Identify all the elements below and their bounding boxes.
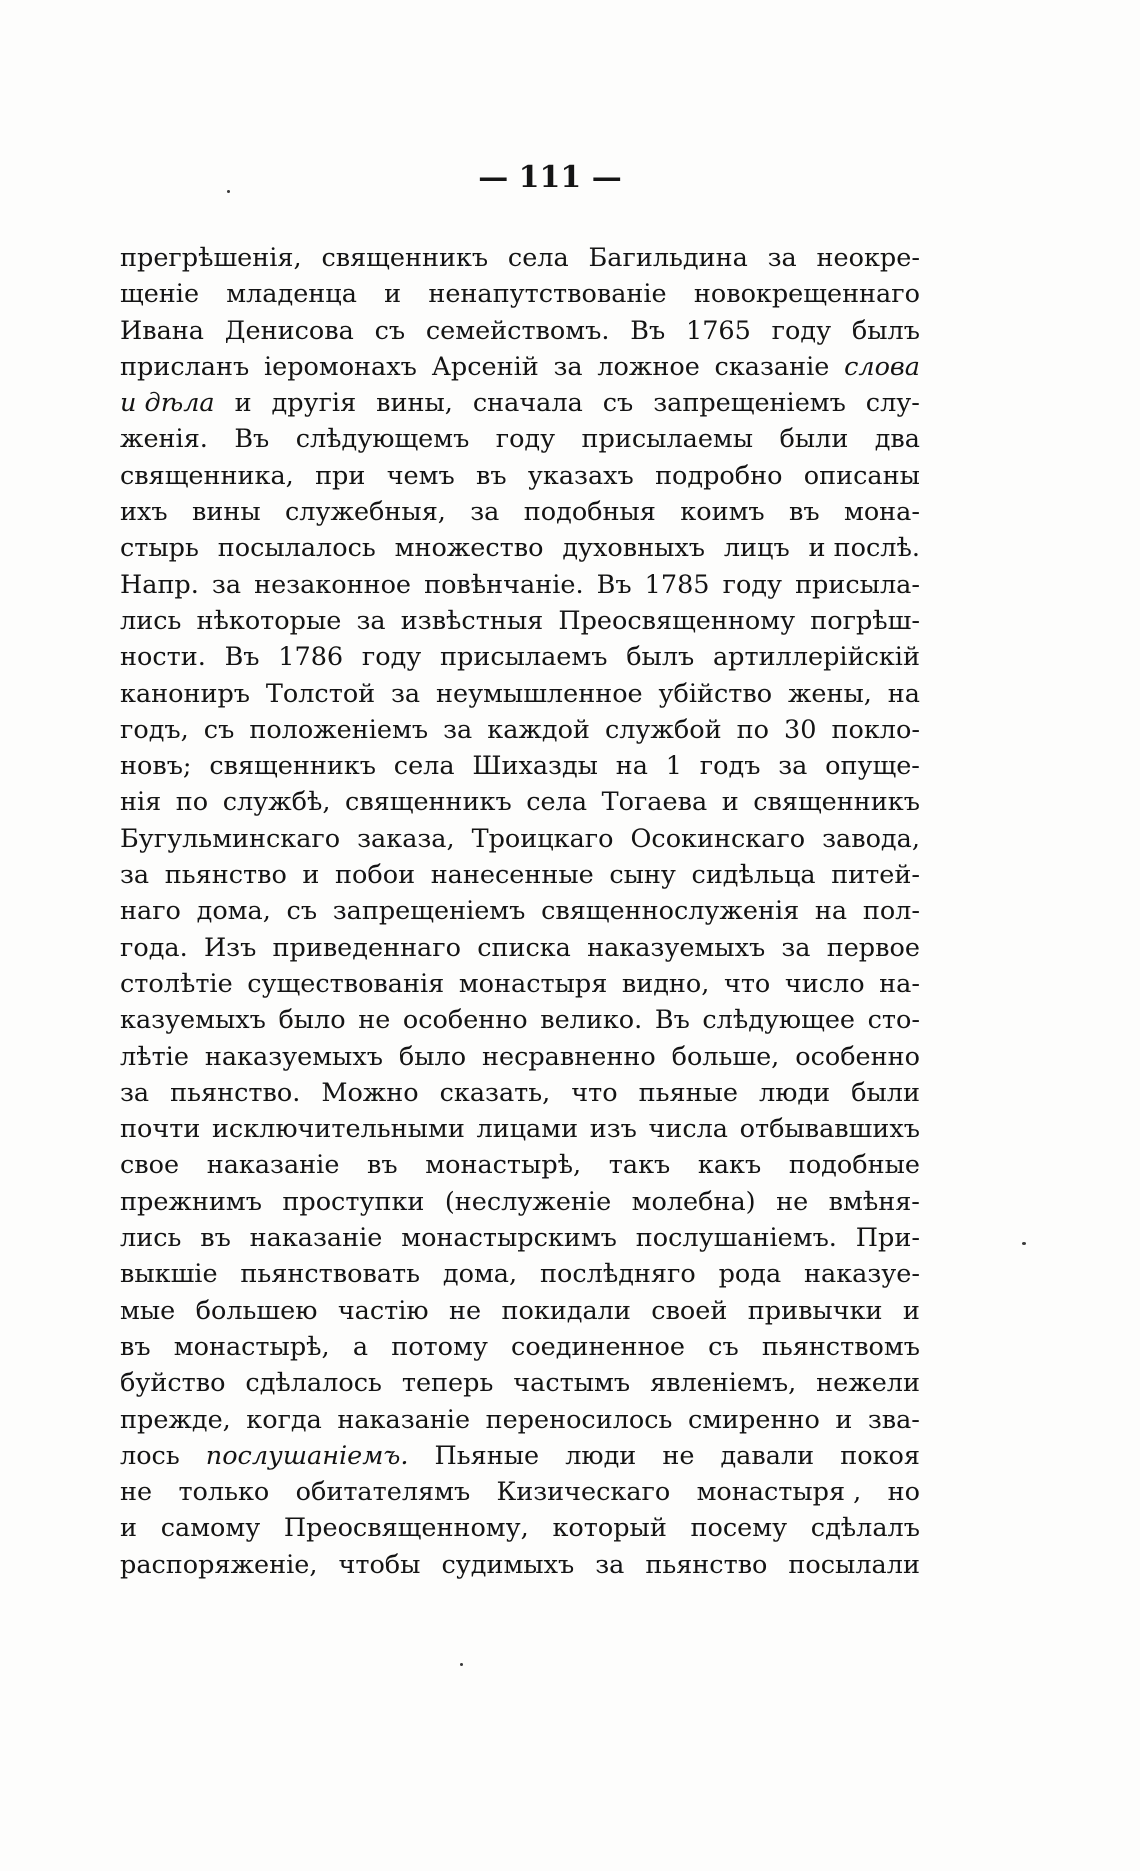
word: за [470, 497, 500, 528]
word: годъ, [120, 714, 189, 745]
word: пол- [862, 896, 920, 927]
text-line [120, 1002, 920, 1038]
word: почти [120, 1114, 201, 1145]
word: 1 [665, 751, 682, 782]
word: самому [160, 1513, 261, 1544]
word: монастыря , [696, 1477, 862, 1508]
word: присылаемы [581, 424, 754, 455]
word: въ [789, 497, 820, 528]
word: вмѣня- [828, 1186, 920, 1217]
scan-speck [460, 1663, 463, 1666]
word: покоя [840, 1440, 920, 1471]
word: только [178, 1477, 270, 1508]
word: прегрѣшенія, [120, 243, 302, 273]
word: наказаніе [249, 1223, 383, 1254]
word: не [662, 1440, 695, 1471]
word: Шихазды [472, 751, 598, 782]
word: особенно [795, 1041, 920, 1072]
word: и [120, 1513, 137, 1544]
word: пьянствомъ [761, 1331, 920, 1362]
text-line [120, 676, 920, 712]
word: монастырскимъ [401, 1223, 617, 1254]
word: незаконное [254, 569, 412, 600]
word: за [120, 1077, 150, 1108]
word: Напр. [120, 569, 199, 600]
word: нія [120, 787, 162, 818]
word: первое [826, 932, 920, 963]
word: когда [246, 1404, 322, 1435]
word: Кизическаго [496, 1477, 671, 1508]
word: щеніе [120, 279, 200, 310]
word: который [552, 1513, 667, 1544]
text-line [120, 530, 920, 566]
word: побои [335, 860, 416, 891]
word: и [234, 388, 252, 419]
word: за [595, 1549, 625, 1580]
word: наказаніе [206, 1150, 340, 1181]
word: Въ [596, 569, 632, 600]
word: и [902, 1295, 920, 1326]
word: зва- [867, 1404, 920, 1435]
word: давали [720, 1440, 815, 1471]
word: числа [648, 1114, 729, 1145]
word: рода [718, 1259, 782, 1290]
word: послушаніемъ. [635, 1223, 837, 1254]
word: не [120, 1477, 153, 1508]
text-line [120, 712, 920, 748]
text-line [120, 276, 920, 312]
word: Ивана [120, 315, 204, 346]
word: съ [374, 315, 406, 346]
word: повѣнчаніе. [424, 569, 584, 600]
word: распоряженіе, [120, 1549, 318, 1580]
word: присылаемъ [440, 642, 608, 673]
word: монастыря [458, 968, 608, 999]
word: на- [879, 968, 920, 999]
word: не [358, 1005, 391, 1036]
word: Въ [224, 642, 260, 673]
word: подобные [788, 1150, 920, 1181]
word: присланъ [120, 351, 250, 382]
text-line [120, 748, 920, 784]
word: пьяные [638, 1077, 738, 1108]
word: священнослуженія [541, 896, 800, 927]
word: исключительными [211, 1114, 465, 1145]
word: При- [855, 1223, 920, 1254]
word: послѣдняго [539, 1259, 696, 1290]
body-text [120, 240, 920, 1583]
word: сначала [472, 388, 583, 419]
text-line [120, 603, 920, 639]
word: сыну [609, 860, 676, 891]
word: Преосвященному, [283, 1513, 529, 1544]
word: множество [394, 533, 544, 564]
word: неокре- [816, 243, 920, 273]
word: Въ [630, 315, 666, 346]
text-line [120, 857, 920, 893]
word: такъ [608, 1150, 671, 1181]
text-line [120, 1438, 920, 1474]
word: Толстой [265, 678, 376, 709]
text-line [120, 1184, 920, 1220]
word: изъ [589, 1114, 637, 1145]
word: запрещеніемъ [332, 896, 526, 927]
word: по [736, 714, 769, 745]
word: было [278, 1005, 346, 1036]
word: а [352, 1331, 369, 1362]
word: женія. [120, 424, 208, 455]
word: года. [120, 932, 188, 963]
word: канониръ [120, 678, 251, 709]
word: каждой [487, 714, 590, 745]
word: наказуемыхъ [204, 1041, 383, 1072]
text-line [120, 1329, 920, 1365]
text-line [120, 421, 920, 457]
word: частымъ [513, 1368, 631, 1399]
word: потому [391, 1331, 488, 1362]
word: присыла- [795, 569, 920, 600]
word: Въ [234, 424, 270, 455]
word: люди [565, 1440, 637, 1471]
word: мые [120, 1295, 176, 1326]
word: велико. [540, 1005, 643, 1036]
word: за [356, 605, 386, 636]
word: смиренно [687, 1404, 820, 1435]
word: было [398, 1041, 467, 1072]
word: пьянство [645, 1549, 768, 1580]
word: ложное [597, 351, 700, 382]
word: буйство [120, 1368, 226, 1399]
word: Денисова [224, 315, 354, 346]
word: что [571, 1077, 618, 1108]
word: проступки [282, 1186, 425, 1217]
text-line [120, 1474, 920, 1510]
word: сказать, [439, 1077, 551, 1108]
word: іеромонахъ [263, 351, 417, 382]
word: мона- [843, 497, 920, 528]
word: году [722, 569, 783, 600]
word: частію [337, 1295, 429, 1326]
word: и послѣ. [808, 533, 920, 564]
word: въ [476, 460, 507, 491]
word: покло- [831, 714, 920, 745]
word: завода, [822, 823, 920, 854]
word: прежде, [120, 1404, 231, 1435]
word: съ [203, 714, 235, 745]
word: на [615, 751, 648, 782]
word: священникъ [209, 751, 376, 782]
word: Въ [654, 1005, 690, 1036]
word: наказуе- [804, 1259, 920, 1290]
word: монастырѣ, [173, 1331, 330, 1362]
word: посылалось [217, 533, 376, 564]
text-line [120, 1075, 920, 1111]
word: Преосвященному [558, 605, 796, 636]
word: Пьяные [434, 1440, 540, 1471]
text-line [120, 1220, 920, 1256]
word: указахъ [527, 460, 634, 491]
word: за [553, 351, 583, 382]
word: сдѣлалось [245, 1368, 382, 1399]
word: вины [191, 497, 261, 528]
word: священникъ [321, 243, 489, 273]
word: Тогаева [601, 787, 708, 818]
word: нежели [816, 1368, 920, 1399]
word: за [443, 714, 473, 745]
word: семействомъ. [425, 315, 610, 346]
word: духовныхъ [562, 533, 706, 564]
text-line [120, 567, 920, 603]
word: службой [604, 714, 722, 745]
word: судимыхъ [441, 1549, 575, 1580]
word: лось [120, 1440, 180, 1471]
word: какъ [697, 1150, 762, 1181]
word: за [767, 243, 797, 273]
word: соединенное [511, 1331, 685, 1362]
word: свое [120, 1150, 180, 1181]
word: казуемыхъ [120, 1005, 266, 1036]
word: убійство [658, 678, 773, 709]
word: слу- [865, 388, 920, 419]
word: 30 [784, 714, 817, 745]
word: слѣдующемъ [295, 424, 470, 455]
word: пьянство [164, 860, 287, 891]
word: нѣкоторые [196, 605, 342, 636]
word: лись [120, 1223, 182, 1254]
word: явленіемъ, [650, 1368, 797, 1399]
word: лицами [476, 1114, 579, 1145]
word: священникъ [753, 787, 920, 818]
italic-word: слова [844, 351, 920, 382]
word: несравненно [481, 1041, 656, 1072]
text-line [120, 458, 920, 494]
word: села [526, 787, 588, 818]
text-line [120, 821, 920, 857]
word: пьянствовать [240, 1259, 421, 1290]
word: былъ [626, 642, 695, 673]
word: ихъ [120, 497, 168, 528]
word: число [784, 968, 865, 999]
text-line [120, 349, 920, 385]
word: въ [200, 1223, 231, 1254]
word: пьянство. [170, 1077, 301, 1108]
word: лѣтіе [120, 1041, 189, 1072]
word: при [315, 460, 366, 491]
word: жены, [787, 678, 872, 709]
word: слѣдующее [702, 1005, 856, 1036]
word: на [887, 678, 920, 709]
text-line [120, 240, 920, 276]
word: были [779, 424, 849, 455]
word: съ [602, 388, 634, 419]
word: за [391, 678, 421, 709]
word: положеніемъ [249, 714, 429, 745]
text-line [120, 784, 920, 820]
word: 1785 [644, 569, 710, 600]
word: священникъ [345, 787, 512, 818]
word: году [495, 424, 556, 455]
word: описаны [803, 460, 920, 491]
scan-speck [1022, 1242, 1026, 1245]
text-line [120, 1039, 920, 1075]
word: году [771, 315, 832, 346]
text-line [120, 1293, 920, 1329]
word: списка [477, 932, 571, 963]
word: за [778, 751, 808, 782]
text-line [120, 1547, 920, 1583]
word: и [384, 279, 402, 310]
text-line [120, 1510, 920, 1546]
word: столѣтіе [120, 968, 233, 999]
word: Троицкаго [471, 823, 614, 854]
word: вины, [376, 388, 453, 419]
word: больше, [671, 1041, 780, 1072]
word: питей- [831, 860, 920, 891]
word: опуще- [825, 751, 920, 782]
word: монастырѣ, [425, 1150, 582, 1181]
word: особенно [402, 1005, 528, 1036]
word: ненапутствованіе [428, 279, 667, 310]
word: на [814, 896, 848, 927]
word: младенца [226, 279, 357, 310]
word: другія [271, 388, 357, 419]
word: выкшіе [120, 1259, 218, 1290]
text-line [120, 313, 920, 349]
word: покидали [501, 1295, 631, 1326]
word: новъ; [120, 751, 192, 782]
word: за [211, 569, 242, 600]
word: Изъ [203, 932, 257, 963]
word: нанесенные [430, 860, 594, 891]
word: подобныя [523, 497, 656, 528]
text-line [120, 1365, 920, 1401]
word: два [874, 424, 920, 455]
text-line [120, 1147, 920, 1183]
word: въ [367, 1150, 398, 1181]
text-line [120, 1256, 920, 1292]
word: съ [708, 1331, 739, 1362]
word: села [507, 243, 569, 273]
word: заказа, [357, 823, 455, 854]
word: годъ [699, 751, 761, 782]
text-line [120, 494, 920, 530]
word: съ [286, 896, 318, 927]
word: Можно [321, 1077, 419, 1108]
word: прежнимъ [120, 1186, 262, 1217]
word: посему [690, 1513, 788, 1544]
word: былъ [851, 315, 920, 346]
word: наго [120, 896, 181, 927]
word: ности. [120, 642, 206, 673]
word: Осокинскаго [630, 823, 806, 854]
word: 1765 [685, 315, 751, 346]
word: за [120, 860, 150, 891]
word: году [361, 642, 422, 673]
word: видно, [621, 968, 710, 999]
word: службѣ, [222, 787, 331, 818]
page-number: — 111 — [478, 160, 622, 195]
word: были [851, 1077, 920, 1108]
word: 1786 [278, 642, 344, 673]
text-line [120, 385, 920, 421]
text-line [120, 1111, 920, 1147]
word: теперь [401, 1368, 494, 1399]
word: большею [195, 1295, 318, 1326]
word: лись [120, 605, 182, 636]
italic-word: и дѣла [120, 388, 215, 419]
word: переносилось [485, 1404, 673, 1435]
word: и [721, 787, 739, 818]
word: люди [759, 1077, 831, 1108]
word: лицъ [723, 533, 790, 564]
word: сказаніе [714, 351, 830, 382]
word: посылали [788, 1549, 920, 1580]
word: по [175, 787, 209, 818]
word: чемъ [386, 460, 455, 491]
word: и [835, 1404, 853, 1435]
word: за [781, 932, 811, 963]
text-line [120, 966, 920, 1002]
word: чтобы [338, 1549, 421, 1580]
word: приведеннаго [272, 932, 461, 963]
word: въ [120, 1331, 151, 1362]
word: сидѣльца [691, 860, 816, 891]
word: новокрещеннаго [693, 279, 920, 310]
word: коимъ [680, 497, 765, 528]
word: Багильдина [588, 243, 748, 273]
word: наказуемыхъ [587, 932, 766, 963]
word: сдѣлалъ [810, 1513, 920, 1544]
word: стырь [120, 533, 199, 564]
word: что [723, 968, 771, 999]
word: погрѣш- [810, 605, 920, 636]
scan-speck [227, 190, 230, 193]
word: дома, [442, 1259, 518, 1290]
word: и [302, 860, 320, 891]
word: своей [651, 1295, 728, 1326]
text-line [120, 930, 920, 966]
word: Бугульминскаго [120, 823, 341, 854]
italic-word: послушаніемъ. [205, 1440, 409, 1471]
text-line [120, 639, 920, 675]
word: обитателямъ [295, 1477, 471, 1508]
word: существованія [247, 968, 445, 999]
word: извѣстныя [400, 605, 544, 636]
word: неумышленное [435, 678, 643, 709]
word: привычки [747, 1295, 883, 1326]
word: запрещеніемъ [653, 388, 846, 419]
word: молебна) [631, 1186, 756, 1217]
word: сто- [867, 1005, 920, 1036]
word: не [776, 1186, 809, 1217]
word: наказаніе [337, 1404, 471, 1435]
word: (неслуженіе [444, 1186, 612, 1217]
word: артиллерійскій [712, 642, 920, 673]
word: Арсеній [431, 351, 539, 382]
word: дома, [196, 896, 271, 927]
word: священника, [120, 460, 294, 491]
word: служебныя, [285, 497, 446, 528]
text-line [120, 893, 920, 929]
word: подробно [655, 460, 783, 491]
word: села [393, 751, 455, 782]
word: отбывавшихъ [739, 1114, 920, 1145]
word: но [887, 1477, 920, 1508]
word: не [449, 1295, 482, 1326]
text-line [120, 1402, 920, 1438]
